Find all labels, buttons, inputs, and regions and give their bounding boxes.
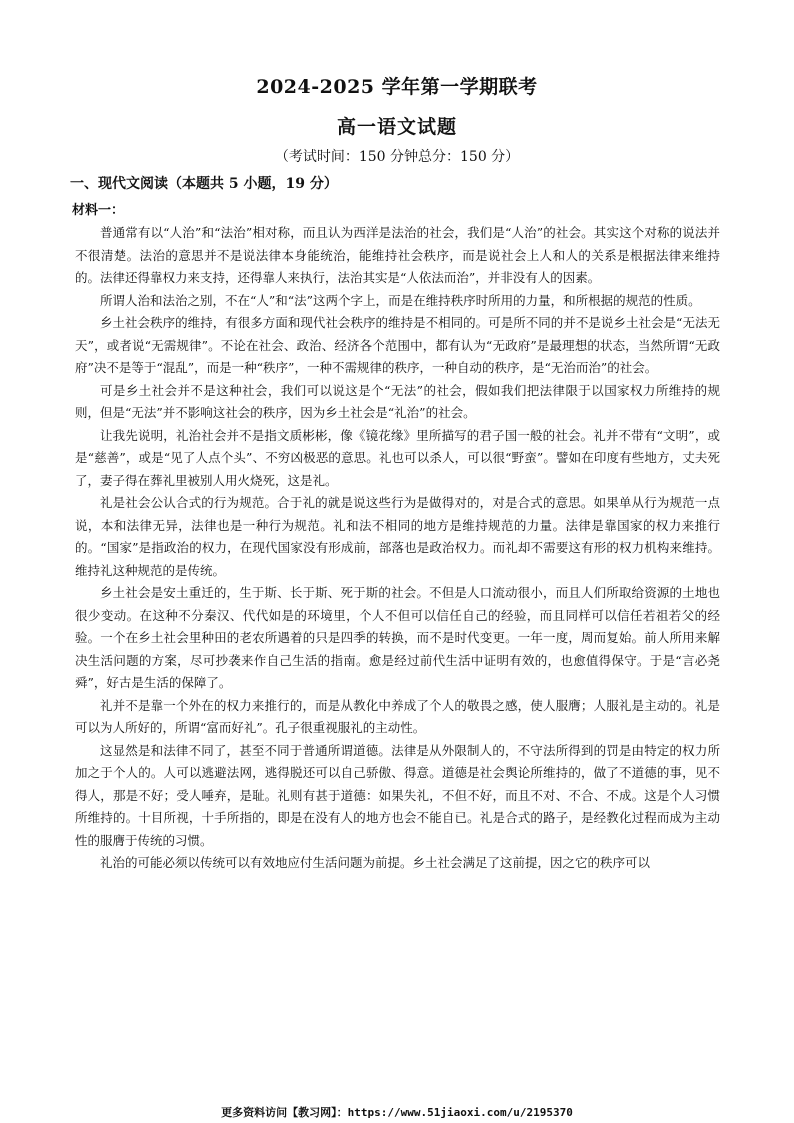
paragraph: 乡土社会是安土重迁的，生于斯、长于斯、死于斯的社会。不但是人口流动很小，而且人们所取给资源的土地也很少变动。在这种不分秦汉、代代如是的环境里，个人不但可以信任自己的经验，而且同样可以信任若祖若父的经验。一个在乡土社会里种田的老农所遇着的只是四季的转换，而不是时代变更。一年一度，周而复始。前人所用来解决生活问题的方案，尽可抄袭来作自己生活的指南。愈是经过前代生活中证明有效的，也愈值得保守。于是“言必尧舜”，好古是生活的保障了。 bbox=[75, 585, 720, 690]
paragraph: 可是乡土社会并不是这种社会，我们可以说这是个“无法”的社会，假如我们把法律限于以国家权力所维持的规则，但是“无法”并不影响这社会的秩序，因为乡土社会是“礼治”的社会。 bbox=[75, 382, 720, 420]
exam-title: 2024-2025 学年第一学期联考 bbox=[256, 76, 538, 98]
paragraph: 礼是社会公认合式的行为规范。合于礼的就是说这些行为是做得对的，对是合式的意思。如果单从行为规范一点说，本和法律无异，法律也是一种行为规范。礼和法不相同的地方是维持规范的力量。法律是靠国家的权力来推行的。“国家”是指政治的权力，在现代国家没有形成前，部落也是政治权力。而礼却不需要这有形的权力机构来维持。维持礼这种规范的是传统。 bbox=[75, 495, 720, 578]
paragraph: 让我先说明，礼治社会并不是指文质彬彬，像《镜花缘》里所描写的君子国一般的社会。礼并不带有“文明”，或是“慈善”，或是“见了人点个头”、不穷凶极恶的意思。礼也可以杀人，可以很“野蛮”。譬如在印度有些地方，丈夫死了，妻子得在葬礼里被别人用火烧死，这是礼。 bbox=[75, 427, 720, 488]
paragraph: 所谓人治和法治之别，不在“人”和“法”这两个字上，而是在维持秩序时所用的力量，和所根据的规范的性质。 bbox=[100, 292, 701, 308]
paragraph: 乡土社会秩序的维持，有很多方面和现代社会秩序的维持是不相同的。可是所不同的并不是说乡土社会是“无法无天”，或者说“无需规律”。不论在社会、政治、经济各个范围中，都有认为“无政府”是最理想的状态，当然所谓“无政府”决不是等于“混乱”，而是一种“秩序”，一种不需规律的秩序，一种自动的秩序，是“无治而治”的社会。 bbox=[75, 315, 720, 375]
section-heading: 一、现代文阅读（本题共 5 小题，19 分） bbox=[70, 176, 338, 192]
footer-link[interactable]: 更多资料访问【教习网】：https://www.51jiaoxi.com/u/2195370 bbox=[221, 1106, 573, 1119]
exam-subtitle: 高一语文试题 bbox=[336, 116, 457, 138]
paragraph: 这显然是和法律不同了，甚至不同于普通所谓道德。法律是从外限制人的，不守法所得到的罚是由特定的权力所加之于个人的。人可以逃避法网，逃得脱还可以自己骄傲、得意。道德是社会舆论所维持的，做了不道德的事，见不得人，那是不好；受人唾弃，是耻。礼则有甚于道德：如果失礼，不但不好，而且不对、不合、不成。这是个人习惯所维持的。十目所视，十手所指的，即是在没有人的地方也会不能自已。礼是合式的路子，是经教化过程而成为主动性的服膺于传统的习惯。 bbox=[75, 742, 720, 848]
paragraph: 礼治的可能必须以传统可以有效地应付生活问题为前提。乡土社会满足了这前提，因之它的秩序可以 bbox=[100, 855, 651, 870]
paragraph: 礼并不是靠一个外在的权力来推行的，而是从教化中养成了个人的敬畏之感，使人服膺；人服礼是主动的。礼是可以为人所好的，所谓“富而好礼”。孔子很重视服礼的主动性。 bbox=[75, 697, 720, 735]
paragraph: 普通常有以“人治”和“法治”相对称，而且认为西洋是法治的社会，我们是“人治”的社会。其实这个对称的说法并不很清楚。法治的意思并不是说法律本身能统治，能维持社会秩序，而是说社会上人和人的关系是根据法律来维持的。法律还得靠权力来支持，还得靠人来执行，法治其实是“人依法而治”，并非没有人的因素。 bbox=[75, 225, 720, 285]
exam-info: （考试时间：150 分钟总分：150 分） bbox=[274, 149, 520, 165]
reading-passage bbox=[75, 222, 720, 875]
material-label: 材料一： bbox=[72, 203, 125, 218]
